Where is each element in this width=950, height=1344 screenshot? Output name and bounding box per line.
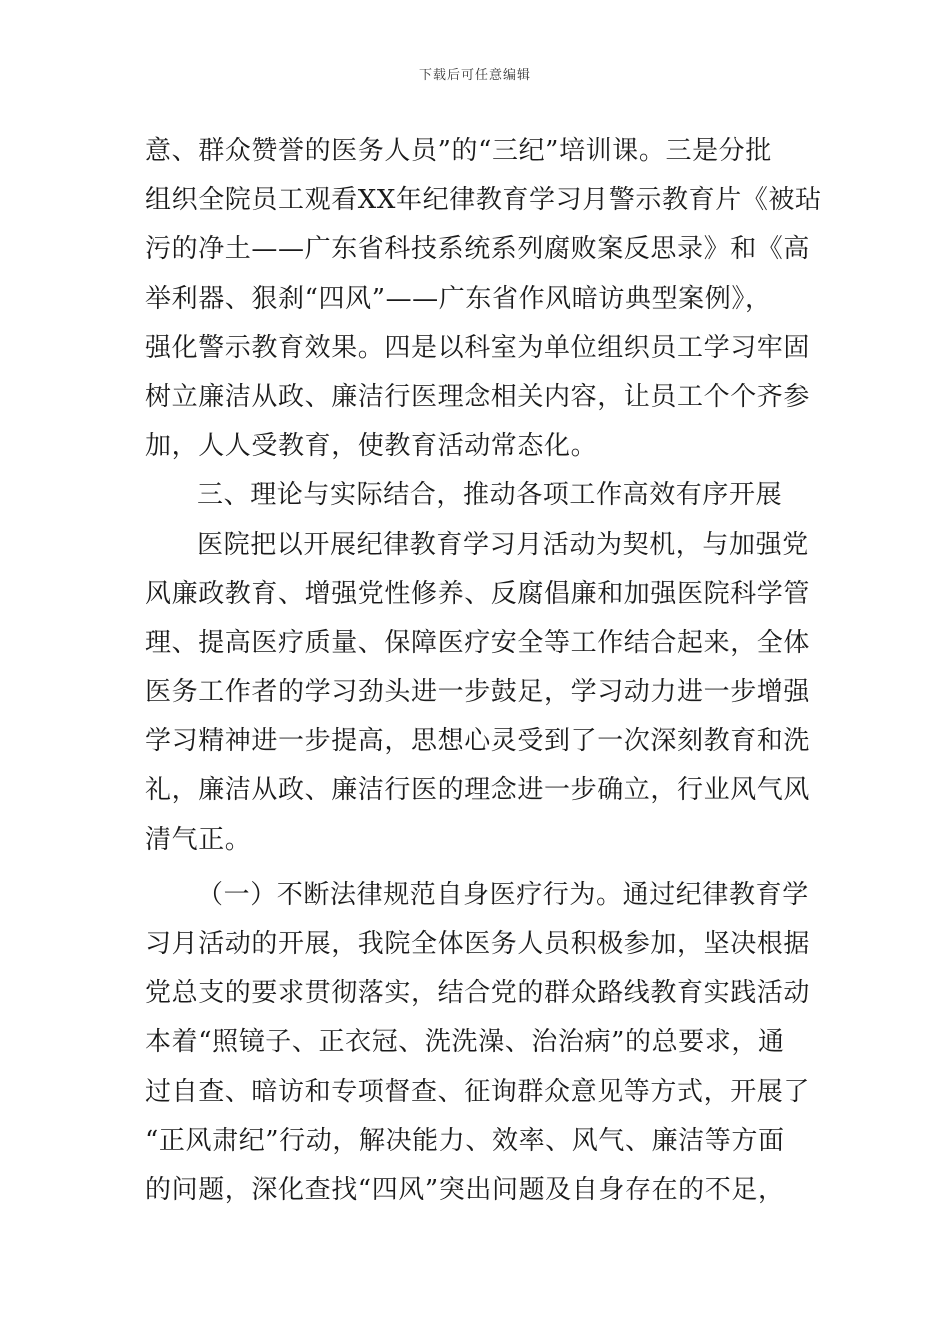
text-line: “正风肃纪”行动，解决能力、效率、风气、廉洁等方面 [145, 1125, 785, 1156]
paragraph-subsection-one [145, 871, 811, 1215]
text-line: 举利器、狠刹“四风”——广东省作风暗访典型案例》， [145, 283, 772, 314]
text-line: 清气正。 [145, 824, 252, 855]
paragraph-training [145, 127, 822, 471]
text-line: 习月活动的开展，我院全体医务人员积极参加，坚决根据 [145, 929, 811, 959]
text-line: 医院把以开展纪律教育学习月活动为契机，与加强党 [197, 529, 809, 560]
text-line: 理、提高医疗质量、保障医疗安全等工作结合起来，全体 [145, 627, 811, 658]
text-line: 强化警示教育效果。四是以科室为单位组织员工学习牢固 [145, 332, 811, 363]
text-line: 医务工作者的学习劲头进一步鼓足，学习动力进一步增强 [145, 677, 811, 708]
text-line: 风廉政教育、增强党性修养、反腐倡廉和加强医院科学管 [145, 578, 811, 609]
text-line: 本着“照镜子、正衣冠、洗洗澡、治治病”的总要求，通 [145, 1027, 785, 1058]
text-line: 党总支的要求贯彻落实，结合党的群众路线教育实践活动 [145, 978, 811, 1009]
text-line: （一）不断法律规范自身医疗行为。通过纪律教育学 [197, 879, 809, 910]
section-heading [145, 471, 805, 520]
document-body [145, 127, 822, 1215]
text-line: 意、群众赞誉的医务人员”的“三纪”培训课。三是分批 [145, 136, 772, 166]
text-line: 的问题，深化查找“四风”突出问题及自身存在的不足， [145, 1174, 785, 1205]
text-line: 树立廉洁从政、廉洁行医理念相关内容，让员工个个齐参 [145, 381, 811, 412]
text-line: 污的净土——广东省科技系统系列腐败案反思录》和《高 [145, 234, 811, 265]
text-line: 礼，廉洁从政、廉洁行医的理念进一步确立，行业风气风 [145, 775, 811, 806]
paragraph-hospital-opportunity [145, 521, 811, 865]
text-line: 学习精神进一步提高，思想心灵受到了一次深刻教育和洗 [145, 726, 811, 757]
section-heading-text: 三、理论与实际结合，推动各项工作高效有序开展 [197, 480, 783, 511]
text-line: 组织全院员工观看XX年纪律教育学习月警示教育片《被玷 [145, 185, 822, 216]
page-header-note: 下载后可任意编辑 [418, 68, 531, 83]
text-line: 过自查、暗访和专项督查、征询群众意见等方式，开展了 [145, 1076, 811, 1107]
text-line: 加，人人受教育，使教育活动常态化。 [145, 431, 598, 462]
